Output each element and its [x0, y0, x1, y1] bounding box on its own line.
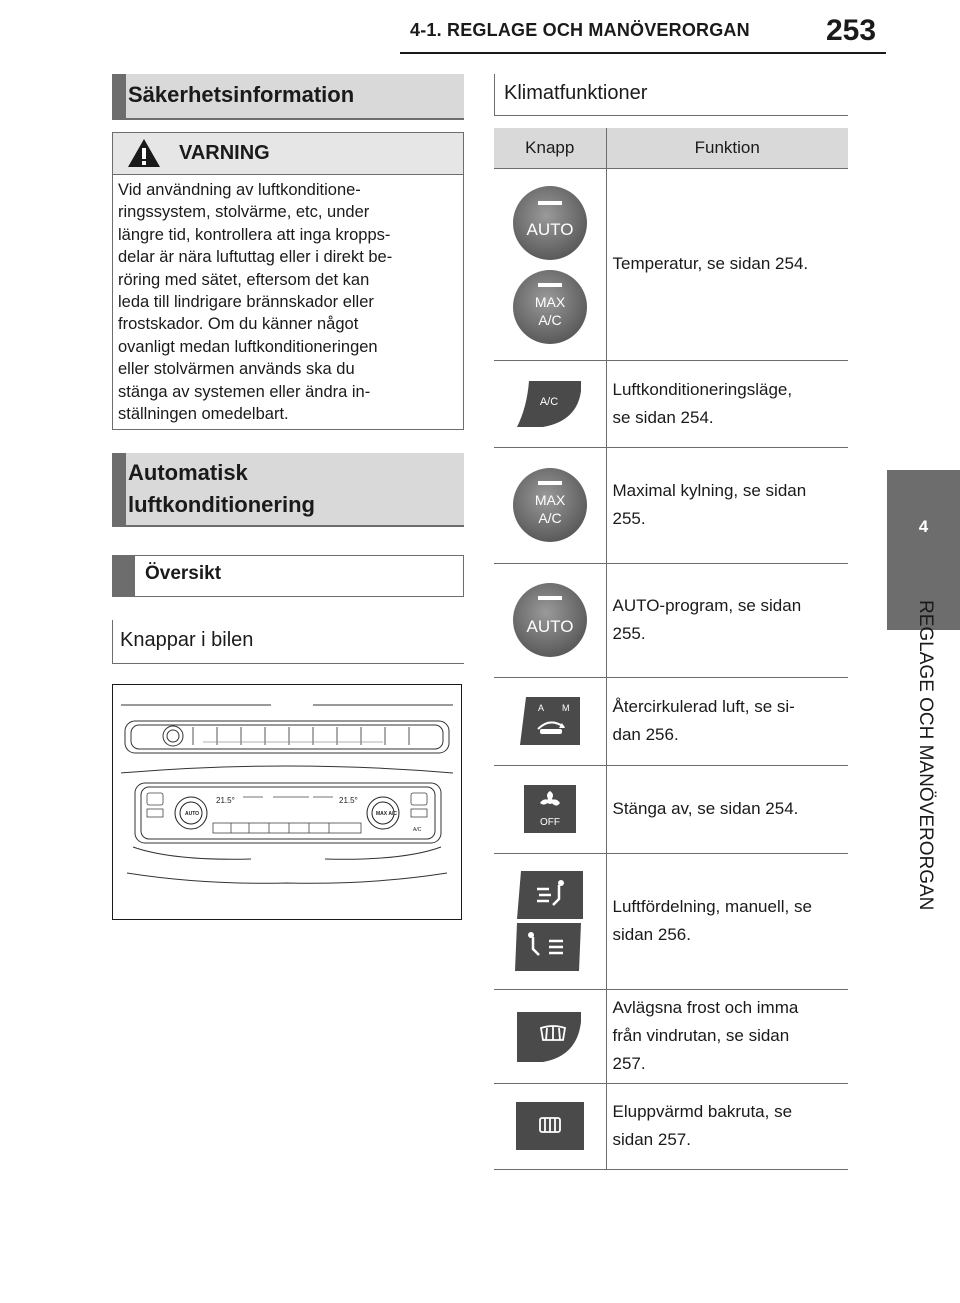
rear-heater-icon	[514, 1100, 586, 1152]
auto-ac-heading-line: luftkonditionering	[128, 492, 315, 517]
function-text	[606, 360, 848, 447]
auto-button-text: AUTO	[526, 220, 574, 239]
function-line: dan 256.	[612, 725, 679, 744]
function-line: Luftkonditioneringsläge,	[612, 379, 793, 399]
auto-label: AUTO	[526, 617, 574, 636]
chapter-number: 4	[918, 517, 929, 536]
round-buttons-icon	[510, 179, 590, 349]
warning-header	[113, 133, 463, 175]
function-text	[606, 1083, 848, 1169]
panel-auto-label: AUTO	[185, 811, 200, 817]
table-row	[494, 853, 848, 989]
warning-line: stänga av systemen eller ändra in-	[118, 382, 371, 401]
warning-line: ovanligt medan luftkonditioneringen	[118, 337, 378, 356]
heading-bar	[112, 74, 126, 118]
defrost-icon	[515, 1006, 585, 1066]
off-label: OFF	[539, 817, 560, 828]
max-ac-icon	[510, 465, 590, 545]
overview-heading	[112, 555, 464, 597]
running-header-title: 4-1. REGLAGE OCH MANÖVERORGAN	[410, 20, 750, 40]
ac-label: A/C	[539, 395, 558, 408]
windshield-defrost-button-icon	[494, 989, 606, 1083]
heading-bar	[113, 556, 135, 596]
buttons-heading	[112, 620, 464, 664]
function-text	[606, 853, 848, 989]
auto-ac-heading-line: Automatisk	[128, 460, 248, 485]
recirculation-icon	[518, 695, 582, 747]
ac-button-text: A/C	[538, 312, 562, 328]
panel-temp-left: 21.5°	[216, 796, 235, 805]
climate-functions-heading-text: Klimatfunktioner	[504, 82, 648, 104]
max-button-text: MAX	[534, 294, 565, 310]
buttons-heading-text: Knappar i bilen	[120, 629, 254, 651]
table-row	[494, 989, 848, 1083]
page-number: 253	[826, 14, 877, 47]
function-line: Återcirkulerad luft, se si-	[612, 697, 795, 716]
max-label: MAX	[534, 492, 565, 508]
function-line: 255.	[612, 624, 646, 643]
function-line: sidan 256.	[612, 925, 691, 944]
warning-line: leda till lindrigare brännskador eller	[118, 293, 374, 312]
function-line: AUTO-program, se sidan	[612, 596, 802, 615]
function-text	[606, 447, 848, 563]
warning-triangle-icon	[127, 138, 161, 168]
column-header-function: Funktion	[606, 128, 848, 168]
air-distribution-icon	[515, 871, 585, 971]
function-text	[606, 989, 848, 1083]
panel-ac-label: A/C	[413, 827, 422, 833]
warning-line: längre tid, kontrollera att inga kropps-	[118, 225, 391, 244]
fan-off-icon	[522, 783, 578, 835]
warning-line: ringssystem, stolvärme, etc, under	[118, 203, 370, 222]
function-text	[606, 168, 848, 360]
recirc-m-label: M	[561, 703, 570, 713]
ac-button-icon	[494, 360, 606, 447]
climate-panel-illustration	[112, 684, 462, 920]
function-line: Luftfördelning, manuell, se	[612, 897, 812, 916]
table-row	[494, 677, 848, 765]
auto-and-max-ac-buttons-icon	[494, 168, 606, 360]
function-line: Maximal kylning, se sidan	[612, 481, 807, 500]
warning-line: delar är nära luftuttag eller i direkt be-	[118, 248, 393, 267]
table-row	[494, 1083, 848, 1169]
climate-functions-heading	[494, 74, 848, 116]
recirc-a-label: A	[537, 703, 544, 713]
function-text	[606, 563, 848, 677]
warning-line: eller stolvärmen används ska du	[118, 360, 355, 379]
function-line: 255.	[612, 509, 646, 528]
fan-off-button-icon	[494, 765, 606, 853]
safety-heading-text: Säkerhetsinformation	[128, 82, 355, 107]
function-line: från vindrutan, se sidan	[612, 1026, 790, 1045]
climate-panel-drawing	[113, 685, 461, 919]
table-row	[494, 563, 848, 677]
auto-icon	[510, 580, 590, 660]
warning-line: Vid användning av luftkonditione-	[118, 181, 361, 199]
auto-ac-heading-text	[128, 457, 315, 521]
climate-functions-table	[494, 128, 848, 1170]
panel-max-label: MAX A/C	[376, 811, 397, 817]
table-row	[494, 360, 848, 447]
function-line: Stänga av, se sidan 254.	[612, 799, 799, 818]
table-row	[494, 447, 848, 563]
auto-ac-heading	[112, 453, 464, 527]
function-line: Eluppvärmd bakruta, se	[612, 1102, 793, 1121]
warning-text	[118, 179, 458, 425]
rear-window-heater-button-icon	[494, 1083, 606, 1169]
ac-label: A/C	[538, 510, 562, 526]
warning-line: röring med sätet, eftersom det kan	[118, 270, 370, 289]
header-rule	[400, 52, 886, 54]
column-header-button: Knapp	[494, 128, 606, 168]
warning-line: ställningen omedelbart.	[118, 405, 289, 424]
recirculation-button-icon	[494, 677, 606, 765]
function-line: se sidan 254.	[612, 407, 714, 427]
warning-box	[112, 132, 464, 430]
warning-label: VARNING	[179, 142, 270, 164]
function-text	[606, 765, 848, 853]
function-line: 257.	[612, 1054, 646, 1073]
function-text	[606, 677, 848, 765]
ac-icon	[515, 377, 585, 431]
table-row	[494, 765, 848, 853]
warning-line: frostskador. Om du känner något	[118, 315, 359, 334]
function-line: Temperatur, se sidan 254.	[612, 254, 809, 273]
air-distribution-buttons-icon	[494, 853, 606, 989]
table-row	[494, 168, 848, 360]
table-header-row	[494, 128, 848, 168]
panel-temp-right: 21.5°	[339, 796, 358, 805]
heading-bar	[112, 453, 126, 525]
safety-heading	[112, 74, 464, 120]
chapter-title-vertical: REGLAGE OCH MANÖVERORGAN	[915, 600, 936, 911]
function-line: Avlägsna frost och imma	[612, 998, 799, 1017]
overview-heading-text: Översikt	[145, 563, 222, 584]
function-line: sidan 257.	[612, 1130, 691, 1149]
auto-button-icon	[494, 563, 606, 677]
max-ac-button-icon	[494, 447, 606, 563]
